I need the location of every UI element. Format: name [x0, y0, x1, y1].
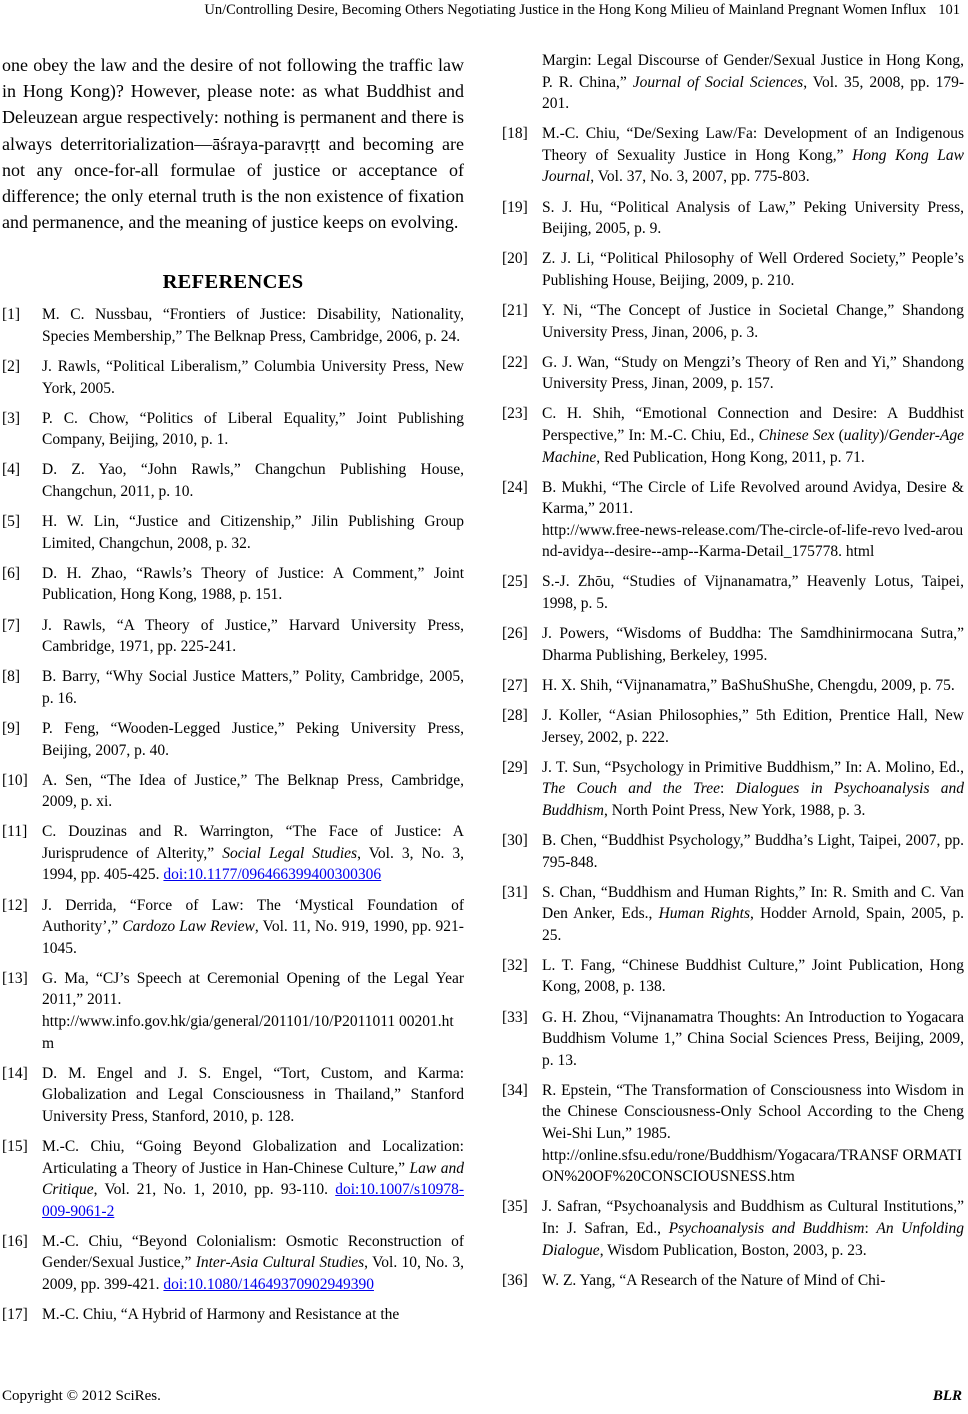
reference-item: [2, 511, 464, 554]
reference-segment: M. C. Nussbau, “Frontiers of Justice: Disability, Nationality, Species Membership,” The Belknap Press, Cambridge, 2006, p. 24.: [42, 306, 464, 346]
reference-item: [502, 955, 964, 998]
reference-segment: , Vol. 3, No. 3, 1994, pp. 405-425.: [42, 844, 464, 884]
reference-title-italic: Inter-Asia Cultural Studies: [195, 1254, 365, 1272]
reference-item: [502, 1270, 964, 1292]
reference-number: [27]: [502, 676, 528, 694]
reference-item: [2, 821, 464, 886]
doi-link[interactable]: doi:10.1177/096466399400300306: [163, 866, 382, 884]
reference-item: [2, 1231, 464, 1296]
reference-number: [6]: [2, 564, 21, 582]
reference-number: [21]: [502, 301, 528, 319]
reference-item: [2, 563, 464, 606]
reference-segment: R. Epstein, “The Transformation of Consciousness into Wisdom in the Chinese Consciousness-Only School According to the Cheng Wei-Shi Lun,” 1985.: [542, 1081, 964, 1143]
reference-number: [31]: [502, 883, 528, 901]
reference-number: [32]: [502, 956, 528, 974]
reference-segment: S. J. Hu, “Political Analysis of Law,” Peking University Press, Beijing, 2005, p. 9.: [542, 198, 964, 238]
reference-item: [502, 50, 964, 115]
reference-text: [42, 718, 464, 761]
reference-segment: H. X. Shih, “Vijnanamatra,” BaShuShuShe, Chengdu, 2009, p. 75.: [542, 676, 955, 694]
reference-segment: , Vol. 10, No. 3, 2009, pp. 399-421.: [42, 1254, 464, 1294]
reference-title-italic: Human Rights: [658, 905, 751, 923]
reference-text: [542, 675, 964, 697]
reference-number: [23]: [502, 405, 528, 423]
references-heading: REFERENCES: [162, 271, 304, 294]
reference-segment: D. M. Engel and J. S. Engel, “Tort, Custom, and Karma: Globalization and Legal Consciousness in Thailand,” Stanford University Press, Stanford, 2010, p. 128.: [42, 1064, 464, 1125]
reference-text: [542, 300, 964, 343]
reference-number: [8]: [2, 668, 21, 686]
reference-number: [13]: [2, 969, 28, 987]
reference-item: [2, 968, 464, 1054]
reference-title-italic: Hong Kong Law Journal: [542, 146, 964, 186]
reference-segment: C. H. Shih, “Emotional Connection and Desire: A Buddhist Perspective,” In: M.-C. Chiu, Ed.,: [542, 405, 964, 444]
reference-segment: M.-C. Chiu, “Beyond Colonialism: Osmotic Reconstruction of Gender/Sexual Justice,”: [42, 1232, 464, 1272]
reference-item: [2, 356, 464, 399]
reference-text: [542, 197, 964, 240]
reference-number: [17]: [2, 1306, 28, 1324]
reference-segment: , North Point Press, New York, 1988, p. 3.: [604, 801, 866, 819]
body-paragraph: one obey the law and the desire of not following the traffic law in Hong Kong)? However, please note: as what Buddhist and Deleuzean argue respectively: nothing is permanent and there is always deterritorialization—āśraya-paravṛṭt and becoming are not any once-for-all formulae of justice or acceptance of difference; the only eternal truth is the non existence of fixation and permanence, and the meaning of justice keeps on evolving.: [2, 55, 464, 233]
reference-list-left: [2, 304, 464, 1325]
reference-number: [14]: [2, 1064, 28, 1082]
reference-segment: , Vol. 11, No. 919, 1990, pp. 921-1045.: [42, 918, 464, 957]
reference-text: [542, 705, 964, 748]
reference-number: [33]: [502, 1008, 528, 1026]
reference-segment: D. H. Zhao, “Rawls’s Theory of Justice: A Comment,” Joint Publication, Hong Kong, 1988, p. 151.: [42, 564, 464, 604]
reference-item: [2, 615, 464, 658]
reference-segment: Y. Ni, “The Concept of Justice in Societal Change,” Shandong University Press, Jinan, 2006, p. 3.: [542, 301, 964, 341]
reference-item: [2, 770, 464, 813]
reference-item: [2, 895, 464, 960]
reference-text: [542, 955, 964, 998]
reference-segment: )/: [879, 426, 889, 444]
reference-number: [29]: [502, 758, 528, 776]
reference-number: [15]: [2, 1138, 28, 1156]
reference-text: [42, 563, 464, 606]
reference-text: [42, 356, 464, 399]
reference-text: [542, 1007, 964, 1072]
reference-segment: J. Safran, “Psychoanalysis and Buddhism as Cultural Institutions,” In: J. Safran, Ed.,: [542, 1198, 964, 1237]
reference-segment: :: [864, 1219, 877, 1237]
reference-text: [542, 1080, 964, 1188]
reference-text: [542, 352, 964, 395]
reference-segment: Z. J. Li, “Political Philosophy of Well Ordered Society,” People’s Publishing House, Beijing, 2009, p. 210.: [542, 250, 964, 289]
reference-segment: G. J. Wan, “Study on Mengzi’s Theory of Ren and Yi,” Shandong University Press, Jinan, 2009, p. 157.: [542, 353, 964, 393]
reference-text: [542, 757, 964, 822]
reference-item: [502, 248, 964, 291]
reference-segment: B. Chen, “Buddhist Psychology,” Buddha’s Light, Taipei, 2007, pp. 795-848.: [542, 831, 964, 871]
reference-segment: P. Feng, “Wooden-Legged Justice,” Peking University Press, Beijing, 2007, p. 40.: [42, 719, 464, 759]
reference-segment: M.-C. Chiu, “A Hybrid of Harmony and Resistance at the: [42, 1306, 400, 1324]
reference-text: [542, 623, 964, 666]
reference-url: http://www.free-news-release.com/The-circle-of-life-revo lved-around-avidya--desire--amp--Karma-Detail_175778. html: [542, 521, 964, 561]
reference-segment: J. T. Sun, “Psychology in Primitive Buddhism,” In: A. Molino, Ed.,: [542, 758, 964, 776]
reference-title-italic: Psychoanalysis and Buddhism: [668, 1219, 865, 1237]
reference-title-italic: An Unfolding Dialogue: [542, 1219, 964, 1259]
reference-segment: C. Douzinas and R. Warrington, “The Face of Justice: A Jurisprudence of Alterity,”: [42, 823, 464, 862]
reference-number: [36]: [502, 1271, 528, 1289]
reference-segment: J. Koller, “Asian Philosophies,” 5th Edition, Prentice Hall, New Jersey, 2002, p. 222.: [542, 706, 964, 746]
reference-title-italic: Dialogues in Psychoanalysis and Buddhism: [542, 780, 965, 819]
reference-number: [25]: [502, 573, 528, 591]
reference-number: [9]: [2, 719, 21, 737]
reference-segment: H. W. Lin, “Justice and Citizenship,” Jilin Publishing Group Limited, Changchun, 2008, p. 32.: [42, 513, 464, 552]
page-footer: [2, 1386, 962, 1406]
reference-text: [542, 1270, 964, 1292]
reference-segment: M.-C. Chiu, “Going Beyond Globalization and Localization: Articulating a Theory of Justice in Han-Chinese Culture,”: [42, 1138, 464, 1177]
reference-number: [4]: [2, 461, 21, 479]
reference-text: [542, 50, 964, 115]
reference-text: [42, 666, 464, 709]
reference-segment: P. C. Chow, “Politics of Liberal Equality,” Joint Publishing Company, Beijing, 2010, p. 1.: [42, 409, 464, 449]
reference-number: [28]: [502, 706, 528, 724]
reference-text: [542, 123, 964, 188]
reference-number: [7]: [2, 616, 21, 634]
reference-segment: , Vol. 37, No. 3, 2007, pp. 775-803.: [590, 168, 810, 186]
reference-item: [502, 352, 964, 395]
reference-item: [502, 1196, 964, 1261]
reference-segment: W. Z. Yang, “A Research of the Nature of Mind of Chi-: [542, 1271, 886, 1289]
journal-abbreviation: BLR: [932, 1388, 962, 1404]
reference-url: http://www.info.gov.hk/gia/general/201101/10/P2011011 00201.htm: [42, 1013, 454, 1052]
copyright-notice: Copyright © 2012 SciRes.: [2, 1388, 161, 1404]
reference-text: [42, 1231, 464, 1296]
reference-item: [2, 666, 464, 709]
reference-text: [42, 821, 464, 886]
reference-title-italic: uality: [843, 426, 880, 444]
reference-item: [2, 1136, 464, 1222]
reference-text: [42, 459, 464, 502]
reference-segment: , Vol. 21, No. 1, 2010, pp. 93-110.: [93, 1181, 336, 1199]
reference-number: [2]: [2, 358, 21, 376]
reference-text: [42, 511, 464, 554]
reference-title-italic: Cardozo Law Review: [122, 918, 255, 936]
reference-segment: J. Rawls, “A Theory of Justice,” Harvard University Press, Cambridge, 1971, pp. 225-241.: [42, 616, 464, 656]
reference-segment: B. Mukhi, “The Circle of Life Revolved around Avidya, Desire & Karma,” 2011.: [542, 478, 964, 518]
reference-number: [35]: [502, 1198, 528, 1216]
reference-item: [502, 1007, 964, 1072]
reference-item: [2, 718, 464, 761]
reference-number: [20]: [502, 250, 528, 268]
reference-segment: :: [720, 780, 736, 798]
reference-title-italic: Social Legal Studies: [222, 844, 358, 862]
reference-text: [542, 882, 964, 947]
reference-number: [24]: [502, 478, 528, 496]
reference-item: [502, 123, 964, 188]
reference-text: [42, 304, 464, 347]
reference-segment: A. Sen, “The Idea of Justice,” The Belknap Press, Cambridge, 2009, p. xi.: [42, 771, 464, 811]
reference-item: [502, 403, 964, 468]
reference-segment: (: [834, 426, 844, 444]
reference-number: [19]: [502, 198, 528, 216]
running-title: Un/Controlling Desire, Becoming Others Negotiating Justice in the Hong Kong Milieu of Mainland Pregnant Women Influx: [204, 2, 927, 18]
running-header: [20, 0, 960, 20]
reference-title-italic: Journal of Social Sciences: [632, 73, 804, 91]
reference-text: [542, 1196, 964, 1261]
reference-item: [502, 477, 964, 563]
doi-link[interactable]: doi:10.1007/s10978-009-9061-2: [42, 1181, 464, 1220]
page-number: 101: [938, 2, 960, 18]
reference-text: [42, 1136, 464, 1222]
reference-number: [12]: [2, 896, 28, 914]
reference-item: [2, 408, 464, 451]
reference-item: [2, 459, 464, 502]
reference-number: [3]: [2, 409, 21, 427]
reference-segment: J. Powers, “Wisdoms of Buddha: The Samdhinirmocana Sutra,” Dharma Publishing, Berkeley, 1995.: [542, 625, 964, 664]
reference-item: [502, 882, 964, 947]
reference-number: [11]: [2, 823, 28, 841]
reference-text: [42, 615, 464, 658]
reference-item: [2, 1063, 464, 1128]
reference-number: [18]: [502, 125, 528, 143]
reference-item: [2, 304, 464, 347]
reference-text: [542, 477, 964, 563]
reference-text: [542, 830, 964, 873]
reference-number: [30]: [502, 831, 528, 849]
reference-list-right: [502, 50, 964, 1291]
reference-segment: J. Derrida, “Force of Law: The ‘Mystical Foundation of Authority’,”: [42, 896, 464, 936]
reference-segment: S.-J. Zhōu, “Studies of Vijnanamatra,” Heavenly Lotus, Taipei, 1998, p. 5.: [542, 573, 964, 613]
doi-link[interactable]: doi:10.1080/14649370902949390: [163, 1276, 374, 1294]
reference-number: [22]: [502, 353, 528, 371]
reference-item: [502, 757, 964, 822]
reference-item: [502, 197, 964, 240]
reference-item: [502, 300, 964, 343]
reference-segment: M.-C. Chiu, “De/Sexing Law/Fa: Development of an Indigenous Theory of Sexuality Justice in Hong Kong,”: [542, 125, 964, 164]
reference-number: [10]: [2, 771, 28, 789]
reference-text: [42, 895, 464, 960]
reference-text: [542, 248, 964, 291]
reference-segment: G. H. Zhou, “Vijnanamatra Thoughts: An Introduction to Yogacara Buddhism Volume 1,” China Social Sciences Press, Beijing, 2009, p. 13.: [542, 1008, 964, 1069]
reference-segment: , Wisdom Publication, Boston, 2003, p. 23.: [599, 1241, 867, 1259]
reference-segment: B. Barry, “Why Social Justice Matters,” Polity, Cambridge, 2005, p. 16.: [42, 668, 464, 707]
reference-number: [16]: [2, 1232, 28, 1250]
reference-item: [502, 623, 964, 666]
reference-segment: G. Ma, “CJ’s Speech at Ceremonial Opening of the Legal Year 2011,” 2011.: [42, 969, 464, 1009]
reference-item: [502, 1080, 964, 1188]
reference-number: [34]: [502, 1081, 528, 1099]
reference-segment: , Vol. 35, 2008, pp. 179-201.: [542, 73, 964, 113]
reference-segment: D. Z. Yao, “John Rawls,” Changchun Publishing House, Changchun, 2011, p. 10.: [42, 461, 464, 501]
reference-item: [2, 1304, 464, 1326]
reference-segment: , Red Publication, Hong Kong, 2011, p. 71.: [596, 448, 865, 466]
right-column: [502, 50, 964, 1300]
reference-number: [5]: [2, 513, 21, 531]
reference-text: [42, 770, 464, 813]
reference-segment: , Hodder Arnold, Spain, 2005, p. 25.: [542, 905, 964, 944]
reference-text: [42, 408, 464, 451]
reference-text: [542, 403, 964, 468]
reference-title-italic: Gender-Age Machine: [542, 426, 964, 466]
reference-url: http://online.sfsu.edu/rone/Buddhism/Yogacara/TRANSF ORMATION%20OF%20CONSCIOUSNESS.htm: [542, 1146, 962, 1186]
reference-title-italic: Law and Critique: [42, 1159, 465, 1199]
reference-item: [502, 830, 964, 873]
reference-item: [502, 675, 964, 697]
reference-title-italic: The Couch and the Tree: [542, 780, 720, 798]
reference-text: [42, 1063, 464, 1128]
reference-number: [1]: [2, 306, 21, 324]
reference-title-italic: Chinese Sex: [758, 426, 835, 444]
left-column: [2, 50, 464, 1334]
reference-segment: J. Rawls, “Political Liberalism,” Columbia University Press, New York, 2005.: [42, 358, 464, 397]
reference-item: [502, 571, 964, 614]
reference-segment: S. Chan, “Buddhism and Human Rights,” In: R. Smith and C. Van Den Anker, Eds.,: [542, 883, 964, 923]
reference-item: [502, 705, 964, 748]
reference-segment: L. T. Fang, “Chinese Buddhist Culture,” Joint Publication, Hong Kong, 2008, p. 138.: [542, 956, 964, 996]
reference-number: [26]: [502, 625, 528, 643]
reference-text: [542, 571, 964, 614]
reference-text: [42, 1304, 464, 1326]
reference-text: [42, 968, 464, 1054]
reference-segment: Margin: Legal Discourse of Gender/Sexual Justice in Hong Kong, P. R. China,”: [542, 52, 964, 91]
